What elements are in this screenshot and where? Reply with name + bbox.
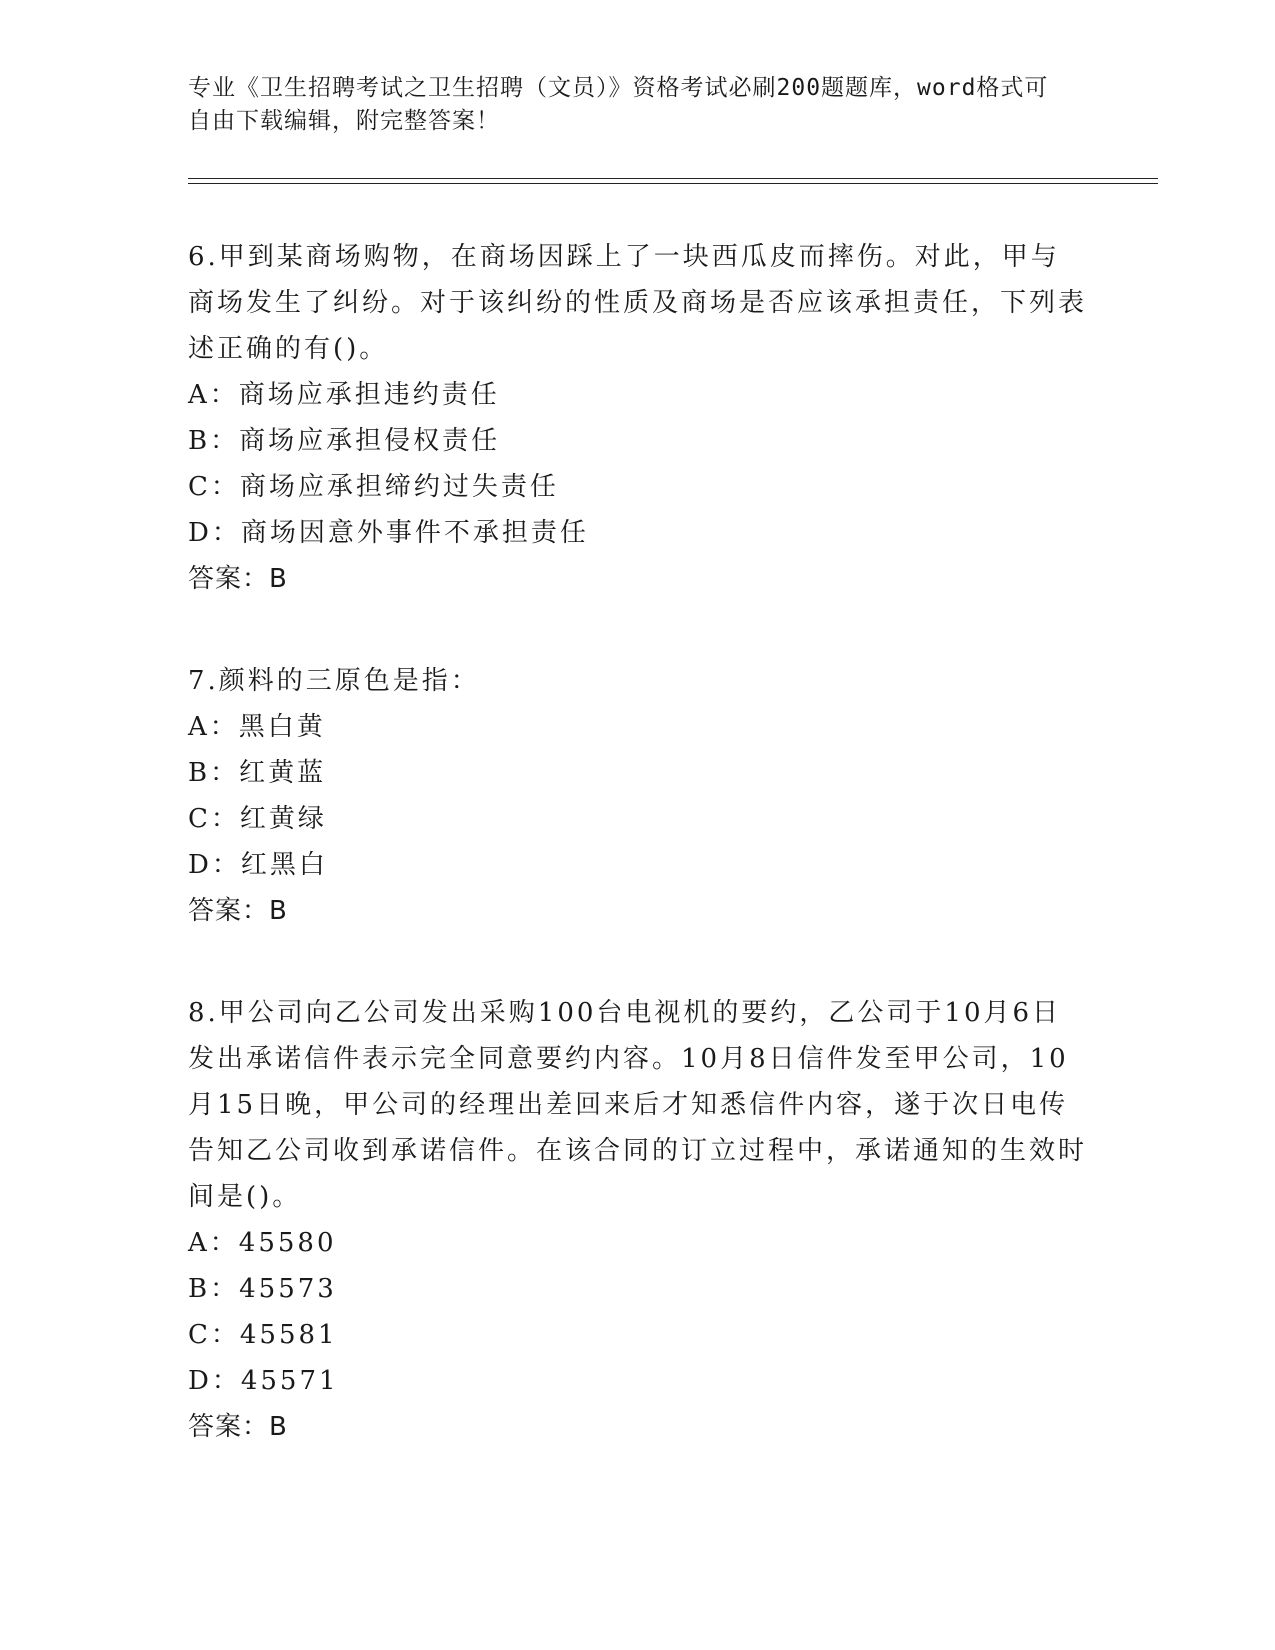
question-stem: 6.甲到某商场购物，在商场因踩上了一块西瓜皮而摔伤。对此，甲与商场发生了纠纷。对于该纠纷的性质及商场是否应该承担责任，下列表述正确的有()。 bbox=[188, 242, 1088, 364]
question-8 bbox=[188, 990, 1088, 1450]
option-c: C：商场应承担缔约过失责任 bbox=[188, 472, 559, 502]
option-a: A：黑白黄 bbox=[188, 712, 326, 742]
header-divider-top bbox=[188, 178, 1158, 179]
option-b: B：红黄蓝 bbox=[188, 758, 327, 788]
option-d: D：红黑白 bbox=[188, 850, 328, 880]
option-d: D：45571 bbox=[188, 1366, 339, 1396]
question-stem: 8.甲公司向乙公司发出采购100台电视机的要约，乙公司于10月6日发出承诺信件表示完全同意要约内容。10月8日信件发至甲公司，10月15日晚，甲公司的经理出差回来后才知悉信件内容，遂于次日电传告知乙公司收到承诺信件。在该合同的订立过程中，承诺通知的生效时间是()。 bbox=[188, 998, 1088, 1212]
option-c: C：红黄绿 bbox=[188, 804, 327, 834]
header-divider-bottom bbox=[188, 183, 1158, 184]
option-b: B：商场应承担侵权责任 bbox=[188, 426, 501, 456]
question-6 bbox=[188, 234, 1088, 602]
answer: 答案：B bbox=[188, 564, 288, 594]
option-d: D：商场因意外事件不承担责任 bbox=[188, 518, 589, 548]
document-header: 专业《卫生招聘考试之卫生招聘（文员）》资格考试必刷200题题库，word格式可自由下载编辑，附完整答案！ bbox=[188, 75, 1049, 134]
option-c: C：45581 bbox=[188, 1320, 338, 1350]
option-b: B：45573 bbox=[188, 1274, 337, 1304]
answer: 答案：B bbox=[188, 1412, 288, 1442]
question-stem: 7.颜料的三原色是指： bbox=[188, 666, 480, 696]
answer: 答案：B bbox=[188, 896, 288, 926]
question-list bbox=[188, 234, 1088, 1506]
option-a: A：商场应承担违约责任 bbox=[188, 380, 500, 410]
option-a: A：45580 bbox=[188, 1228, 337, 1258]
question-7 bbox=[188, 658, 1088, 934]
